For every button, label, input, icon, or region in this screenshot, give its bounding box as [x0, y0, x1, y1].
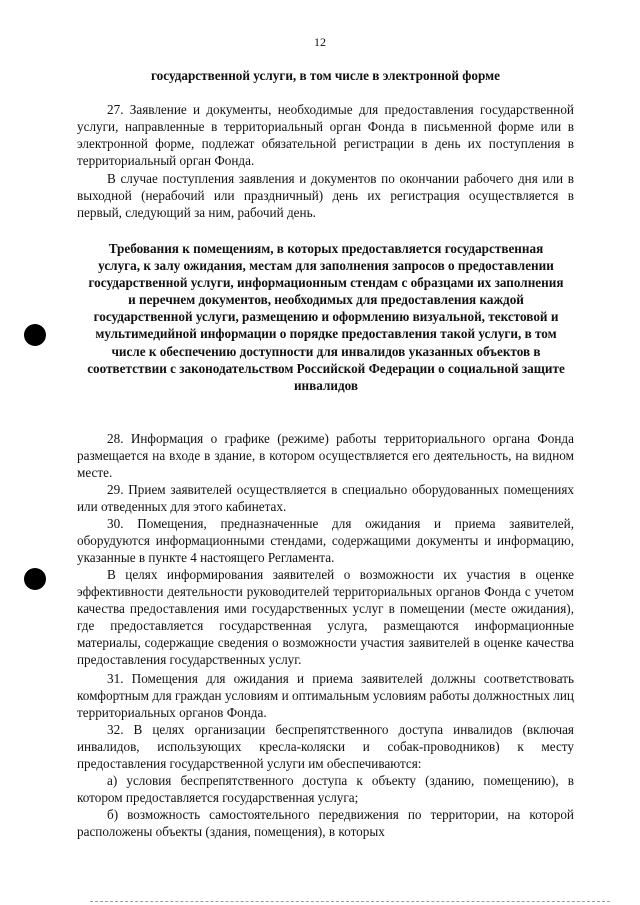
paragraph-32-a: а) условия беспрепятственного доступа к объекту (зданию, помещению), в котором предоставляется государственная услуга;	[77, 773, 574, 806]
paragraph-29: 29. Прием заявителей осуществляется в специально оборудованных помещениях или отведенных для этого кабинетах.	[77, 482, 574, 515]
paragraph-27: 27. Заявление и документы, необходимые для предоставления государственной услуги, направленные в территориальный орган Фонда в письменной форме или в электронной форме, подлежат обязательной регистрации в день их поступления в территориальный орган Фонда.	[77, 102, 574, 169]
paragraph-30: 30. Помещения, предназначенные для ожидания и приема заявителей, оборудуются информационными стендами, содержащими документы и информацию, указанные в пункте 4 настоящего Регламента.	[77, 516, 574, 566]
paragraph-31: 31. Помещения для ожидания и приема заявителей должны соответствовать комфортным для граждан условиям и оптимальным условиям работы должностных лиц территориальных органов Фонда.	[77, 671, 574, 721]
punch-hole-top	[24, 324, 46, 346]
paragraph-27-continued: В случае поступления заявления и документов по окончании рабочего дня или в выходной (нерабочий или праздничный) день их регистрация осуществляется в первый, следующий за ним, рабочий день.	[77, 171, 574, 221]
paragraph-32: 32. В целях организации беспрепятственного доступа инвалидов (включая инвалидов, использующих кресла-коляски и собак-проводников) к месту предоставления государственной услуги им обеспечиваются:	[77, 722, 574, 772]
paragraph-32-b: б) возможность самостоятельного передвижения по территории, на которой расположены объекты (здания, помещения), в которых	[77, 807, 574, 840]
paragraph-28: 28. Информация о графике (режиме) работы территориального органа Фонда размещается на входе в здание, в котором осуществляется его деятельность, на видном месте.	[77, 431, 574, 481]
continued-heading: государственной услуги, в том числе в электронной форме	[151, 68, 500, 83]
section-heading: Требования к помещениям, в которых предоставляется государственная услуга, к залу ожидания, местам для заполнения запросов о предоставлении государственной услуги, информационным стендам с образцами их заполнения и перечнем документов, необходимых для предоставления каждой государственной услуги, размещению и оформлению визуальной, текстовой и мультимедийной информации о порядке предоставления такой услуги, в том числе к обеспечению доступности для инвалидов указанных объектов в соответствии с законодательством Российской Федерации о социальной защите инвалидов	[87, 241, 565, 393]
paragraph-30-continued: В целях информирования заявителей о возможности их участия в оценке эффективности деятельности руководителей территориальных органов Фонда с учетом качества предоставления ими государственных услуг в помещении (месте ожидания), где предоставляется государственная услуга, размещаются информационные материалы, содержащие сведения о возможности участия заявителей в оценке качества предоставления государственных услуг.	[77, 567, 574, 668]
page-number: 12	[314, 35, 326, 49]
scan-edge-line	[90, 901, 610, 903]
punch-hole-bottom	[24, 568, 46, 590]
